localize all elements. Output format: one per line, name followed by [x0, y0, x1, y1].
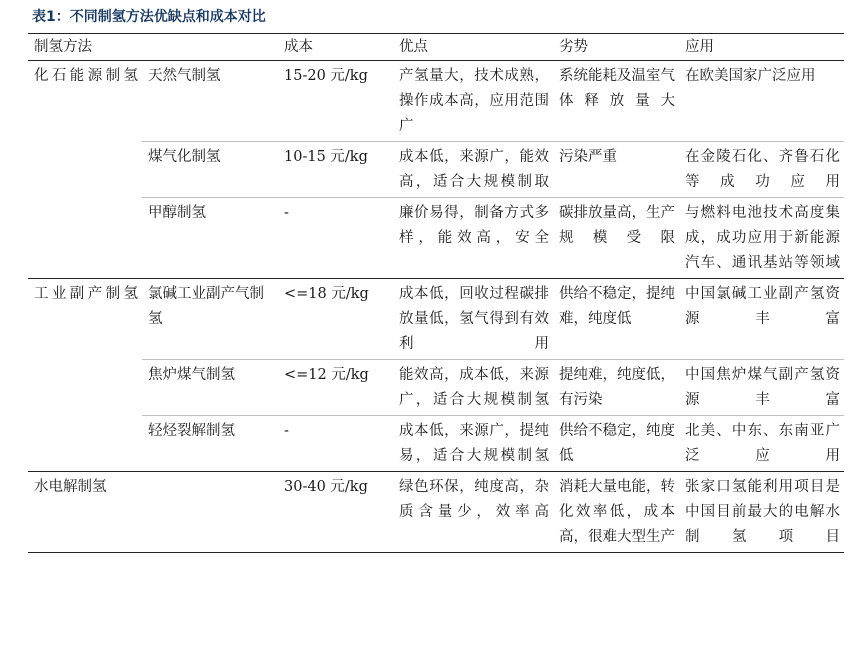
pros-cell: 能效高，成本低，来源广，适合大规模制氢 [393, 360, 553, 416]
apps-cell: 与燃料电池技术高度集成，成功应用于新能源汽车、通讯基站等领域 [679, 198, 844, 279]
apps-cell: 在欧美国家广泛应用 [679, 61, 844, 142]
group-label: 化石能源制氢 [34, 68, 138, 84]
sub-method: 天然气制氢 [142, 61, 278, 142]
table-row [28, 142, 844, 198]
header-pros: 优点 [393, 34, 553, 61]
apps-cell: 中国氯碱工业副产氢资源丰富 [679, 279, 844, 360]
cost-cell: 30-40 元/kg [278, 472, 393, 553]
table-row [28, 198, 844, 279]
cost-cell: - [278, 198, 393, 279]
cons-cell: 提纯难，纯度低，有污染 [553, 360, 679, 416]
apps-cell: 张家口氢能利用项目是中国目前最大的电解水制氢项目 [679, 472, 844, 553]
pros-cell: 成本低，回收过程碳排放量低，氢气得到有效利用 [393, 279, 553, 360]
pros-cell: 成本低，来源广，提纯易，适合大规模制氢 [393, 416, 553, 472]
table-row [28, 416, 844, 472]
pros-cell: 廉价易得，制备方式多样，能效高，安全 [393, 198, 553, 279]
apps-cell: 北美、中东、东南亚广泛应用 [679, 416, 844, 472]
cost-cell: <=12 元/kg [278, 360, 393, 416]
group-label: 工业副产制氢 [34, 286, 138, 302]
cost-cell: 15-20 元/kg [278, 61, 393, 142]
group-label: 水电解制氢 [28, 472, 278, 553]
header-method: 制氢方法 [28, 34, 278, 61]
apps-cell: 在金陵石化、齐鲁石化等成功应用 [679, 142, 844, 198]
cons-cell: 污染严重 [553, 142, 679, 198]
cost-cell: - [278, 416, 393, 472]
table-row [28, 279, 844, 360]
header-apps: 应用 [679, 34, 844, 61]
sub-method: 焦炉煤气制氢 [142, 360, 278, 416]
sub-method: 轻烃裂解制氢 [142, 416, 278, 472]
cons-cell: 供给不稳定，纯度低 [553, 416, 679, 472]
header-cons: 劣势 [553, 34, 679, 61]
pros-cell: 产氢量大，技术成熟，操作成本高，应用范围广 [393, 61, 553, 142]
table-title: 表1：不同制氢方法优缺点和成本对比 [32, 9, 266, 25]
cost-cell: 10-15 元/kg [278, 142, 393, 198]
cons-cell: 系统能耗及温室气体释放量大 [553, 61, 679, 142]
pros-cell: 绿色环保，纯度高，杂质含量少，效率高 [393, 472, 553, 553]
table-row [28, 360, 844, 416]
cons-cell: 碳排放量高，生产规模受限 [553, 198, 679, 279]
header-row [28, 34, 844, 61]
cons-cell: 供给不稳定，提纯难，纯度低 [553, 279, 679, 360]
cons-cell: 消耗大量电能，转化效率低，成本高，很难大型生产 [553, 472, 679, 553]
apps-cell: 中国焦炉煤气副产氢资源丰富 [679, 360, 844, 416]
sub-method: 煤气化制氢 [142, 142, 278, 198]
header-cost: 成本 [278, 34, 393, 61]
sub-method: 氯碱工业副产气制氢 [142, 279, 278, 360]
sub-method: 甲醇制氢 [142, 198, 278, 279]
table-row [28, 61, 844, 142]
pros-cell: 成本低，来源广，能效高，适合大规模制取 [393, 142, 553, 198]
table-row [28, 472, 844, 553]
hydrogen-methods-table [28, 34, 844, 553]
cost-cell: <=18 元/kg [278, 279, 393, 360]
